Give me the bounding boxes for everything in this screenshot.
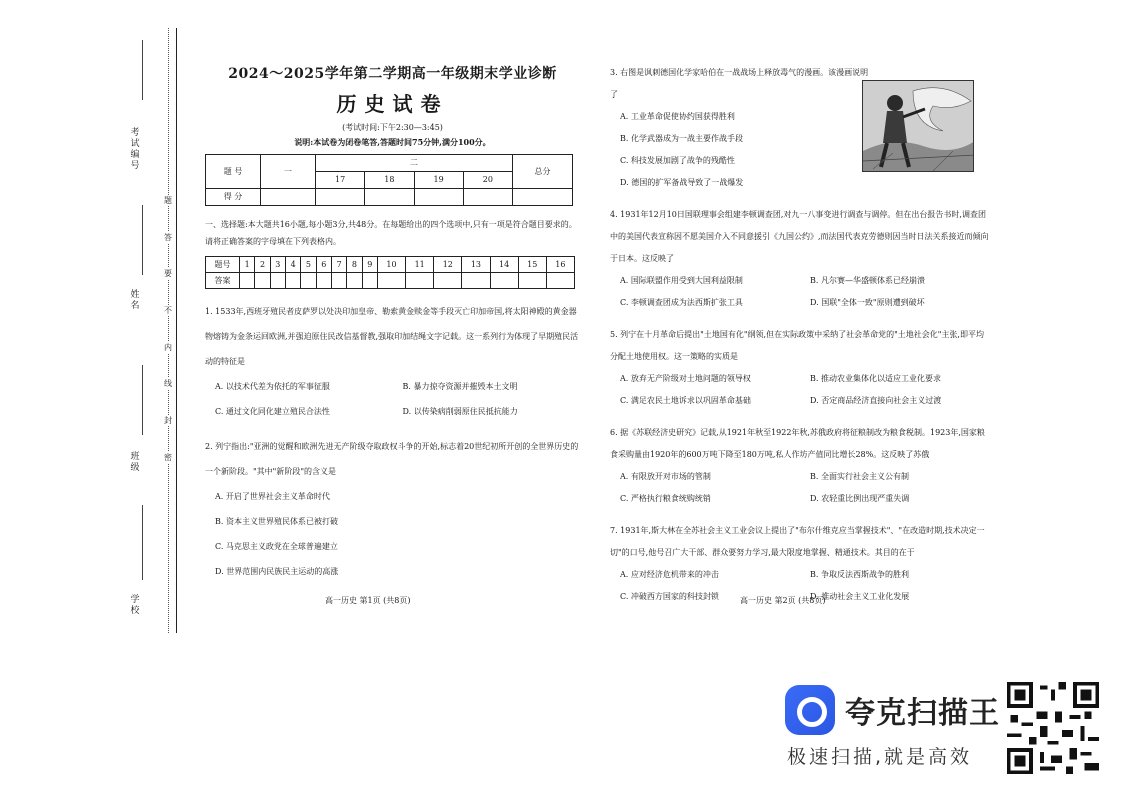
- question: [610, 324, 990, 412]
- score-cell[interactable]: [316, 189, 365, 206]
- answer-option: D. 否定商品经济直接向社会主义过渡: [810, 396, 942, 405]
- seal-char: 不: [164, 306, 172, 315]
- answer-number-cell: 5: [301, 257, 316, 273]
- page-1-column: [205, 60, 580, 584]
- option-list: [610, 270, 990, 314]
- answer-input-cell[interactable]: [434, 273, 462, 289]
- score-cell[interactable]: [261, 189, 316, 206]
- answer-input-cell[interactable]: [462, 273, 490, 289]
- margin-line: [142, 40, 143, 100]
- margin-field-name: 姓 名: [130, 290, 140, 311]
- answer-option: C. 满足农民土地诉求以巩固革命基础: [620, 396, 751, 405]
- answer-table: [205, 256, 575, 289]
- answer-number-cell: 6: [316, 257, 331, 273]
- answer-option: A. 开启了世界社会主义革命时代: [215, 492, 330, 501]
- answer-option: A. 有限放开对市场的管制: [620, 472, 711, 481]
- answer-option: A. 工业革命促使协约国获得胜利: [620, 112, 735, 121]
- answer-option: A. 国际联盟作用受到大国利益限制: [620, 276, 743, 285]
- answer-option: A. 放弃无产阶级对土地问题的领导权: [620, 374, 751, 383]
- answer-input-cell[interactable]: [270, 273, 285, 289]
- answer-number-cell: 13: [462, 257, 490, 273]
- question-stem: 6. 据《苏联经济史研究》记载,从1921年秋至1922年秋,苏俄政府将征粮制改为粮食税制。1923年,国家粮食采购量由1920年的600万吨下降至180万吨,私人作坊产值同比增长28%。这反映了苏俄: [610, 428, 985, 459]
- answer-input-cell[interactable]: [362, 273, 377, 289]
- option-list: [610, 106, 870, 194]
- answer-number-cell: 10: [377, 257, 405, 273]
- watermark-title: 夸克扫描王: [845, 696, 1000, 731]
- seal-dotted-line: [168, 28, 169, 633]
- score-total: 总分: [513, 155, 573, 189]
- answer-input-cell[interactable]: [377, 273, 405, 289]
- score-cell[interactable]: [513, 189, 573, 206]
- score-cell[interactable]: [365, 189, 414, 206]
- answer-number-cell: 4: [285, 257, 300, 273]
- answer-option: B. 化学武器成为一战主要作战手段: [620, 134, 743, 143]
- score-row-label: 得 分: [206, 189, 261, 206]
- answer-option: D. 以传染病削弱原住民抵抗能力: [402, 407, 518, 416]
- answer-option: D. 推动社会主义工业化发展: [810, 592, 910, 601]
- page-1-footer: 高一历史 第1页 (共8页): [325, 596, 411, 605]
- answer-option: B. 凡尔赛—华盛顿体系已经崩溃: [810, 276, 925, 285]
- answer-number-cell: 9: [362, 257, 377, 273]
- margin-field-school: 学 校: [130, 595, 140, 616]
- answer-number-cell: 11: [406, 257, 434, 273]
- answer-row-label: 答案: [206, 273, 240, 289]
- score-sub-col: 19: [414, 172, 463, 189]
- answer-input-cell[interactable]: [518, 273, 546, 289]
- question-stem: 5. 列宁在十月革命后提出"土地国有化"纲领,但在实际政策中采纳了社会革命党的"土地社会化"主张,即平均分配土地使用权。这一策略的实质是: [610, 330, 984, 361]
- answer-option: D. 国联"全体一致"原则遭到破坏: [810, 298, 925, 307]
- option-list: [610, 466, 990, 510]
- margin-line: [142, 505, 143, 580]
- binding-margin: [0, 0, 180, 640]
- seal-char: 题: [164, 196, 172, 205]
- question-stem: 3. 右图是讽刺德国化学家哈伯在一战战场上释放毒气的漫画。该漫画说明了: [610, 68, 869, 99]
- answer-input-cell[interactable]: [347, 273, 362, 289]
- seal-char: 答: [164, 233, 172, 242]
- answer-number-cell: 15: [518, 257, 546, 273]
- option-list: [205, 484, 580, 584]
- answer-number-cell: 1: [240, 257, 255, 273]
- question-stem: 1. 1533年,西班牙殖民者皮萨罗以处决印加皇帝、勒索黄金赎金等手段灭亡印加帝国,将太阳神殿的黄金器物熔铸为金条运回欧洲,并强迫原住民改信基督教,强取印加结绳文字记载。这一系列行为体现了早期殖民活动的特征是: [205, 307, 579, 366]
- margin-field-exam-number: 考试编号: [130, 128, 140, 171]
- answer-option: C. 冲破西方国家的科技封锁: [620, 592, 719, 601]
- score-col-one: 一: [261, 155, 316, 189]
- answer-number-cell: 14: [490, 257, 518, 273]
- answer-option: C. 通过文化同化建立殖民合法性: [215, 407, 330, 416]
- answer-option: B. 全面实行社会主义公有制: [810, 472, 909, 481]
- subject-title: 历史试卷: [336, 92, 449, 116]
- scanner-watermark: [785, 682, 1105, 782]
- question-stem: 2. 列宁指出:"亚洲的觉醒和欧洲先进无产阶级夺取政权斗争的开始,标志着20世纪初所开创的全世界历史的一个新阶段。"其中"新阶段"的含义是: [205, 442, 579, 476]
- answer-number-cell: 2: [255, 257, 270, 273]
- question-stem: 4. 1931年12月10日国联理事会组建李顿调查团,对九一八事变进行调查与调停。但在出台报告书时,调查团中的美国代表宣称因不愿美国介入不同意援引《九国公约》,而法国代表克劳德则因当时日法关系接近而倾向于日本。这反映了: [610, 210, 989, 263]
- question-list: [205, 299, 580, 584]
- answer-number-cell: 12: [434, 257, 462, 273]
- margin-line: [142, 365, 143, 435]
- answer-input-cell[interactable]: [301, 273, 316, 289]
- answer-number-cell: 16: [546, 257, 574, 273]
- score-table-label: 题 号: [206, 155, 261, 189]
- answer-input-cell[interactable]: [285, 273, 300, 289]
- question-stem: 7. 1931年,斯大林在全苏社会主义工业会议上提出了"布尔什维克应当掌握技术"、"在改造时期,技术决定一切"的口号,他号召广大干部、群众要努力学习,最大限度地掌握、精通技术。其目的在于: [610, 526, 985, 557]
- answer-option: D. 德国的扩军备战导致了一战爆发: [620, 178, 744, 187]
- haber-cartoon-image: [862, 80, 974, 172]
- option-list: [205, 374, 580, 424]
- seal-char: 密: [164, 453, 172, 462]
- seal-char: 封: [164, 416, 172, 425]
- question: [610, 422, 990, 510]
- answer-input-cell[interactable]: [240, 273, 255, 289]
- answer-option: B. 推动农业集体化以适应工业化要求: [810, 374, 941, 383]
- answer-option: B. 资本主义世界殖民体系已被打破: [215, 517, 338, 526]
- answer-option: C. 科技发展加剧了战争的残酷性: [620, 156, 735, 165]
- margin-field-class: 班 级: [130, 452, 140, 473]
- option-list: [610, 368, 990, 412]
- score-sub-col: 17: [316, 172, 365, 189]
- answer-input-cell[interactable]: [490, 273, 518, 289]
- answer-option: C. 马克思主义政党在全球普遍建立: [215, 542, 338, 551]
- answer-option: C. 李顿调查团成为法西斯扩张工具: [620, 298, 743, 307]
- seal-char: 要: [164, 269, 172, 278]
- answer-number-cell: 8: [347, 257, 362, 273]
- answer-number-cell: 3: [270, 257, 285, 273]
- page-2-footer: 高一历史 第2页 (共8页): [740, 596, 826, 605]
- answer-number-cell: 7: [331, 257, 346, 273]
- answer-input-cell[interactable]: [406, 273, 434, 289]
- question: [205, 299, 580, 424]
- exam-note: 说明:本试卷为闭卷笔答,答题时间75分钟,满分100分。: [294, 137, 491, 147]
- seal-char: 内: [164, 343, 172, 352]
- question: [205, 434, 580, 584]
- score-cell[interactable]: [463, 189, 512, 206]
- answer-input-cell[interactable]: [255, 273, 270, 289]
- exam-title: 2024～2025学年第二学期高一年级期末学业诊断: [228, 66, 557, 82]
- answer-input-cell[interactable]: [331, 273, 346, 289]
- answer-option: A. 应对经济危机带来的冲击: [620, 570, 719, 579]
- answer-option: D. 农轻重比例出现严重失调: [810, 494, 910, 503]
- section-1-heading: 一、选择题:本大题共16小题,每小题3分,共48分。在每题给出的四个选项中,只有一项是符合题目要求的。请将正确答案的字母填在下列表格内。: [205, 220, 577, 246]
- answer-option: B. 争取反法西斯战争的胜利: [810, 570, 909, 579]
- answer-option: A. 以技术代差为依托的军事征服: [215, 382, 330, 391]
- answer-option: D. 世界范围内民族民主运动的高涨: [215, 567, 339, 576]
- answer-option: C. 严格执行粮食统购统销: [620, 494, 711, 503]
- exam-time: (考试时间:下午2:30—3:45): [342, 123, 443, 132]
- qr-code-icon: [1007, 682, 1099, 774]
- score-col-two: 二: [316, 155, 513, 172]
- quark-scanner-logo-icon: [785, 685, 835, 735]
- binding-line: [176, 28, 177, 633]
- margin-line: [142, 205, 143, 275]
- score-cell[interactable]: [414, 189, 463, 206]
- watermark-subtitle: 极速扫描,就是高效: [787, 746, 973, 768]
- score-sub-col: 20: [463, 172, 512, 189]
- question: [610, 204, 990, 314]
- score-table: [205, 154, 573, 206]
- answer-option: B. 暴力掠夺资源并摧毁本土文明: [402, 382, 518, 391]
- score-sub-col: 18: [365, 172, 414, 189]
- answer-row-label: 题号: [206, 257, 240, 273]
- answer-input-cell[interactable]: [546, 273, 574, 289]
- seal-char: 线: [164, 379, 172, 388]
- answer-input-cell[interactable]: [316, 273, 331, 289]
